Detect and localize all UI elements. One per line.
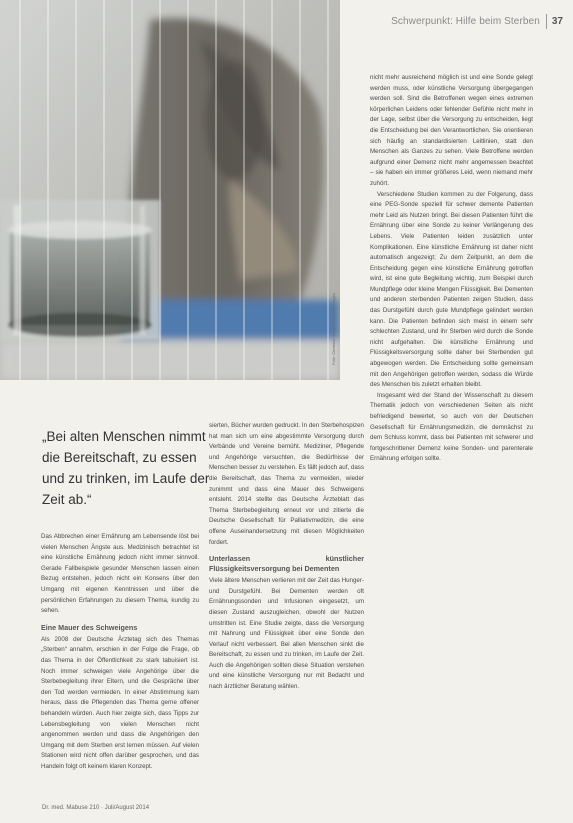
article-photo xyxy=(0,0,340,380)
text-column-middle xyxy=(209,421,364,693)
text-column-left xyxy=(41,532,199,772)
right-paragraph-1: nicht mehr ausreichend möglich ist und eine Sonde gelegt werden muss, oder künstliche Versorgung übergegangen werden soll. Sind die Betroffenen wegen eines extremen körperlichen Leidens oder fehlender Gefühle nicht mehr in der Lage, selbst über die Versorgung zu entscheiden, liegt die Entscheidung bei den Verantwortlichen. Sie orientieren sich häufig an standardisierten Leitlinien, statt den Menschen als Ganzes zu sehen. Viele Betroffene werden aufgrund einer Demenz nicht mehr angemessen beachtet – sie haben ein immer größeres Leid, wenn niemand mehr zuhört. xyxy=(370,74,533,187)
left-subheading: Eine Mauer des Schweigens xyxy=(41,622,138,632)
right-paragraph-3: Insgesamt wird der Stand der Wissenschaft zu diesem Thematik jedoch von verschiedenen Seiten als nicht befriedigend bewertet, so auch von der Deutschen Gesellschaft für Ernährungsmedizin, die demnächst zu dem Schluss kommt, dass bei Patienten mit schwerer und fortgeschrittener Demenz keine Sonden- und parenterale Ernährung erfolgen sollte. xyxy=(370,391,533,463)
middle-paragraph-2: Viele ältere Menschen verlieren mit der Zeit das Hunger- und Durstgefühl. Bei Dementen werden oft Ernährungssonden und Infusionen eingesetzt, um diesen Zustand auszugleichen, obwohl der Nutzen umstritten ist. Eine Studie zeigte, dass die Versorgung mit Nahrung und Flüssigkeit über eine Sonde den Verlauf nicht verbessert. Bei allen Menschen sinkt die Bereitschaft, zu essen und zu trinken, im Laufe der Zeit. Auch die Angehörigen sollten diese Situation verstehen und eine künstliche Versorgung nur mit Bedacht und nach ärztlicher Beratung wählen. xyxy=(209,577,364,691)
right-paragraph-2: Verschiedene Studien kommen zu der Folgerung, dass eine PEG-Sonde speziell für schwer demente Patienten mehr Leid als Nutzen bringt. Bei diesen Patienten führt die Ernährung über eine Sonde zu keiner Verlängerung des Lebens. Viele Patienten leiden zusätzlich unter Komplikationen. Eine künstliche Ernährung ist daher nicht automatisch angezeigt; Zu dem Zeitpunkt, an dem die Entscheidung gegen eine künstliche Ernährung getroffen wird, ist eine gute Begleitung wichtig, zum Beispiel durch Mundpflege oder kleine Mengen Flüssigkeit. Bei Dementen und anderen sterbenden Patienten zeigen Studien, dass das Durstgefühl durch gute Mundpflege gelindert werden kann. Die Patienten befinden sich meist in einem sehr schlechten Zustand, und ihr Sterben wird durch die Sonde nicht aufgehalten. Die künstliche Ernährung und Flüssigkeitsversorgung sollte daher bei Sterbenden gut abgewogen werden. Die Entscheidung sollte gemeinsam mit den Angehörigen getroffen werden, sodass die Würde des Menschen bis zuletzt erhalten bleibt. xyxy=(370,190,533,389)
middle-paragraph-1: sierten, Bücher wurden gedruckt. In den Sterbehospizen hat man sich um eine abgestimmte Versorgung durch Verbände und Vereine bemüht. Mediziner, Pflegende und Angehörige versuchten, die Bedürfnisse der Menschen besser zu verstehen. Es fällt jedoch auf, dass die Bereitschaft, das Thema zu vermeiden, wieder zunimmt und dass eine Mauer des Schweigens entsteht. 2014 stellte das Deutsche Ärzteblatt das Thema Sterbebegleitung erneut vor und zitierte die Deutsche Gesellschaft für Palliativmedizin, die eine offene Auseinandersetzung mit diesen Möglichkeiten fordert. xyxy=(209,422,364,546)
page-number: 37 xyxy=(551,16,563,27)
photo-glass-of-water xyxy=(0,0,340,380)
text-column-right xyxy=(370,73,533,465)
left-paragraph-2: Als 2008 der Deutsche Ärztetag sich des Themas „Sterben“ annahm, erschien in der Folge die Frage, ob das Thema in der Öffentlichkeit zu stark tabuisiert ist. Noch immer schweigen viele Angehörige über die Sterbebegleitung ihrer Eltern, und die Gespräche über den Tod werden vermieden. In einer Abstimmung kam heraus, dass die Pflegenden das Thema gerne offener behandeln würden. Auch hier zeigte sich, dass Tipps zur Lebensbegleitung von vielen Menschen nicht angenommen werden und dass die Angehörigen den Umgang mit dem Sterben erst lernen müssen. Auf vielen Stationen wird nicht offen darüber gesprochen, und das Handeln folgt oft keinem klaren Konzept. xyxy=(41,635,199,770)
middle-subheading: Unterlassen künstlicher Flüssigkeitsversorgung bei Dementen xyxy=(209,554,364,574)
page-footer: Dr. med. Mabuse 210 · Juli/August 2014 xyxy=(42,805,150,811)
header-section-title: Schwerpunkt: Hilfe beim Sterben xyxy=(391,16,540,27)
running-header xyxy=(391,14,563,29)
left-paragraph-1: Das Abbrechen einer Ernährung am Lebensende löst bei vielen Menschen Ängste aus. Medizinisch betrachtet ist eine künstliche Ernährung jedoch nicht immer sinnvoll. Gerade Fallbeispiele gesunder Menschen lassen einen Bezug entstehen, jedoch nicht ein Konsens über den Umgang mit eigenen Kenntnissen und über die persönlichen Erfahrungen zu diesem Thema, kundig zu sehen. xyxy=(41,533,199,615)
header-divider xyxy=(546,14,547,29)
pull-quote: „Bei alten Menschen nimmt die Bereitschaft, zu essen und zu trinken, im Laufe der Zeit ab.“ xyxy=(42,429,210,507)
photo-credit: Foto: Christian Hendel/bildhauer-Images xyxy=(331,293,336,365)
